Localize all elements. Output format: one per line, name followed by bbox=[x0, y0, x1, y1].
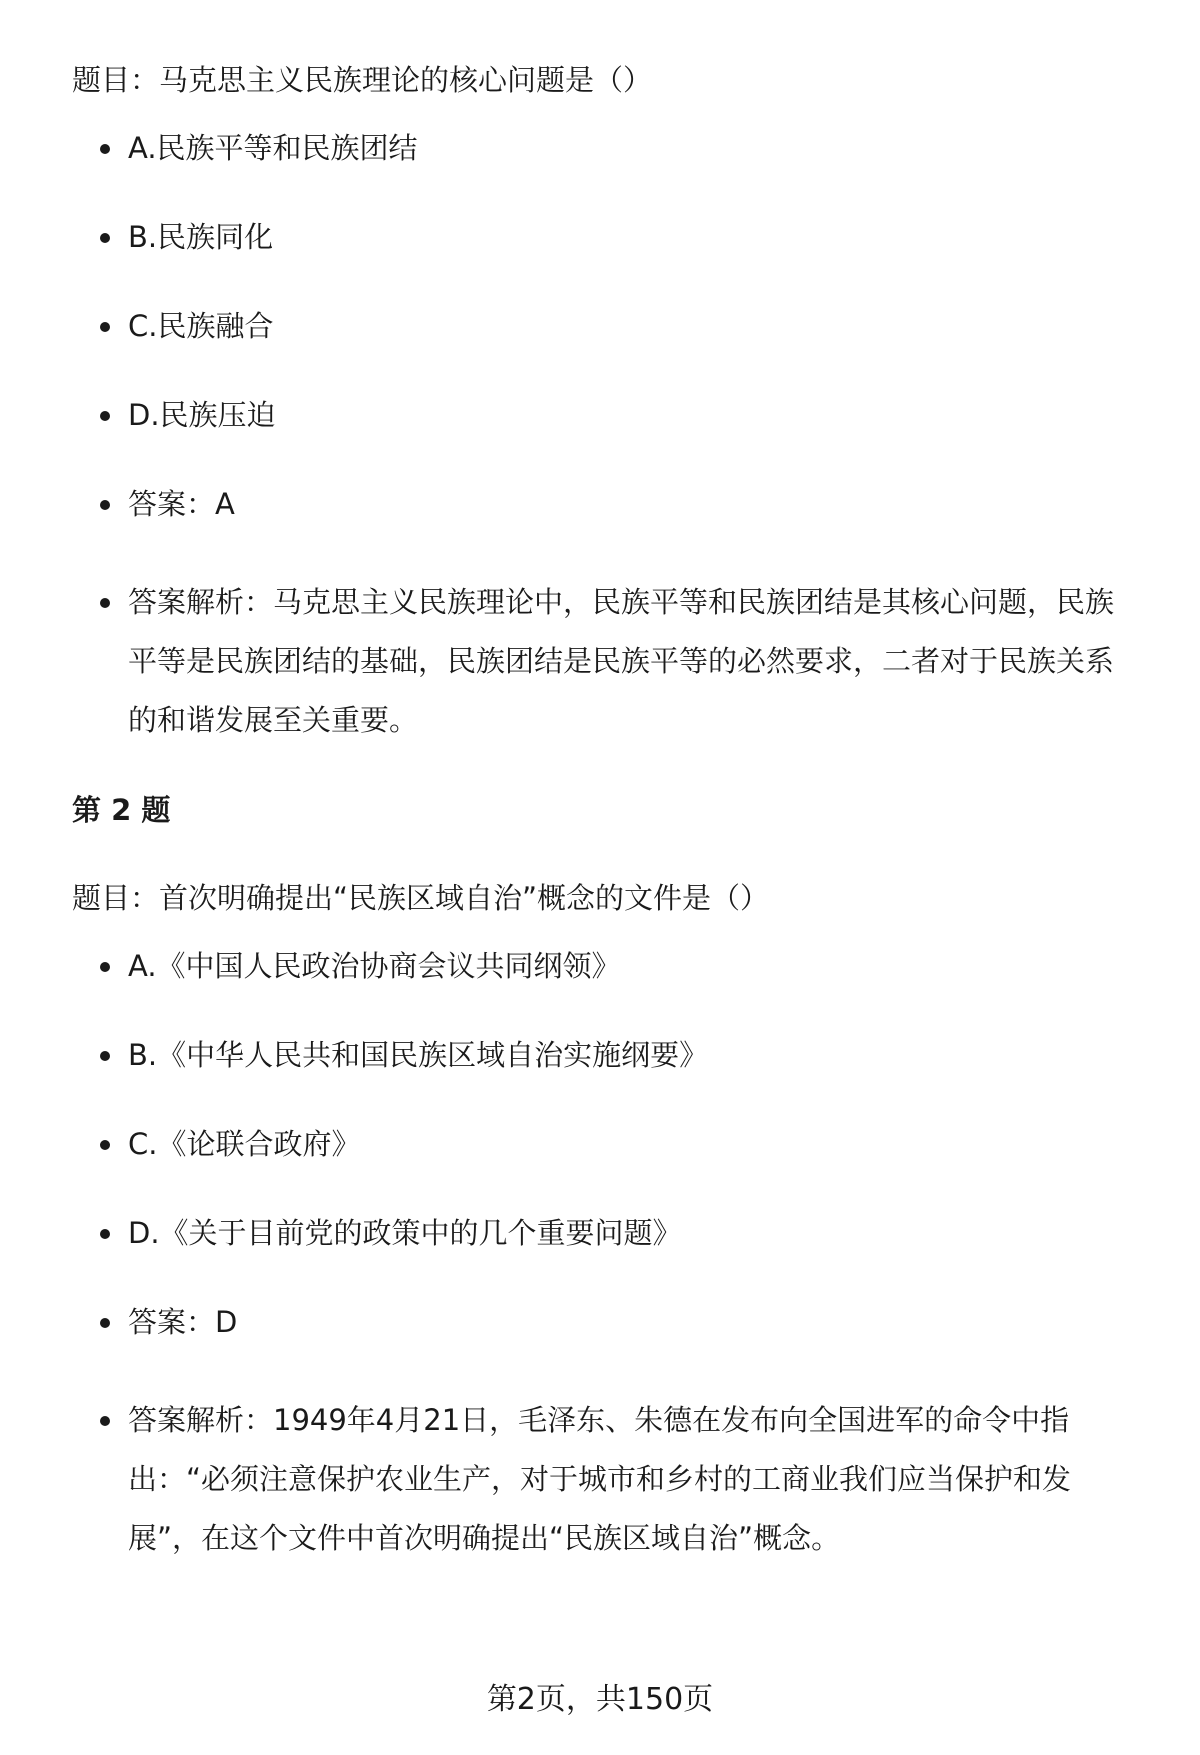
question-2-explanation bbox=[72, 1391, 1142, 1568]
question-1-option-c bbox=[72, 306, 1142, 346]
question-2-stem: 题目：首次明确提出“民族区域自治”概念的文件是（） bbox=[72, 881, 770, 915]
question-2-option-d bbox=[72, 1213, 1142, 1253]
bullet-icon bbox=[100, 1229, 110, 1239]
question-2-options bbox=[72, 946, 1142, 1568]
question-2-answer bbox=[72, 1302, 1142, 1342]
explanation-text: 答案解析：马克思主义民族理论中，民族平等和民族团结是其核心问题，民族平等是民族团结的基础，民族团结是民族平等的必然要求，二者对于民族关系的和谐发展至关重要。 bbox=[128, 585, 1115, 737]
question-2-heading: 第 2 题 bbox=[72, 793, 171, 827]
question-1-options bbox=[72, 128, 1142, 750]
option-text: C.民族融合 bbox=[128, 309, 274, 343]
bullet-icon bbox=[100, 144, 110, 154]
explanation-text: 答案解析：1949年4月21日，毛泽东、朱德在发布向全国进军的命令中指出：“必须注意保护农业生产，对于城市和乡村的工商业我们应当保护和发展”，在这个文件中首次明确提出“民族区域自治”概念。 bbox=[128, 1403, 1072, 1555]
question-1-explanation bbox=[72, 573, 1142, 750]
option-text: D.民族压迫 bbox=[128, 398, 276, 432]
question-1-option-d bbox=[72, 395, 1142, 435]
option-text: A.《中国人民政治协商会议共同纲领》 bbox=[128, 949, 621, 983]
question-1-stem: 题目：马克思主义民族理论的核心问题是（） bbox=[72, 63, 653, 97]
bullet-icon bbox=[100, 233, 110, 243]
question-1-option-b bbox=[72, 217, 1142, 257]
bullet-icon bbox=[100, 1051, 110, 1061]
bullet-icon bbox=[100, 500, 110, 510]
question-1-option-a bbox=[72, 128, 1142, 168]
question-1-answer bbox=[72, 484, 1142, 524]
question-2-option-a bbox=[72, 946, 1142, 986]
answer-text: 答案：A bbox=[128, 487, 235, 521]
bullet-icon bbox=[100, 1318, 110, 1328]
option-text: B.《中华人民共和国民族区域自治实施纲要》 bbox=[128, 1038, 709, 1072]
page-footer: 第2页，共150页 bbox=[486, 1682, 714, 1717]
document-page bbox=[72, 60, 1142, 1608]
option-text: D.《关于目前党的政策中的几个重要问题》 bbox=[128, 1216, 682, 1250]
bullet-icon bbox=[100, 1416, 110, 1426]
bullet-icon bbox=[100, 598, 110, 608]
answer-text: 答案：D bbox=[128, 1305, 238, 1339]
bullet-icon bbox=[100, 1140, 110, 1150]
bullet-icon bbox=[100, 322, 110, 332]
option-text: B.民族同化 bbox=[128, 220, 274, 254]
bullet-icon bbox=[100, 411, 110, 421]
question-2-option-c bbox=[72, 1124, 1142, 1164]
question-2-option-b bbox=[72, 1035, 1142, 1075]
option-text: A.民族平等和民族团结 bbox=[128, 131, 418, 165]
option-text: C.《论联合政府》 bbox=[128, 1127, 361, 1161]
bullet-icon bbox=[100, 962, 110, 972]
